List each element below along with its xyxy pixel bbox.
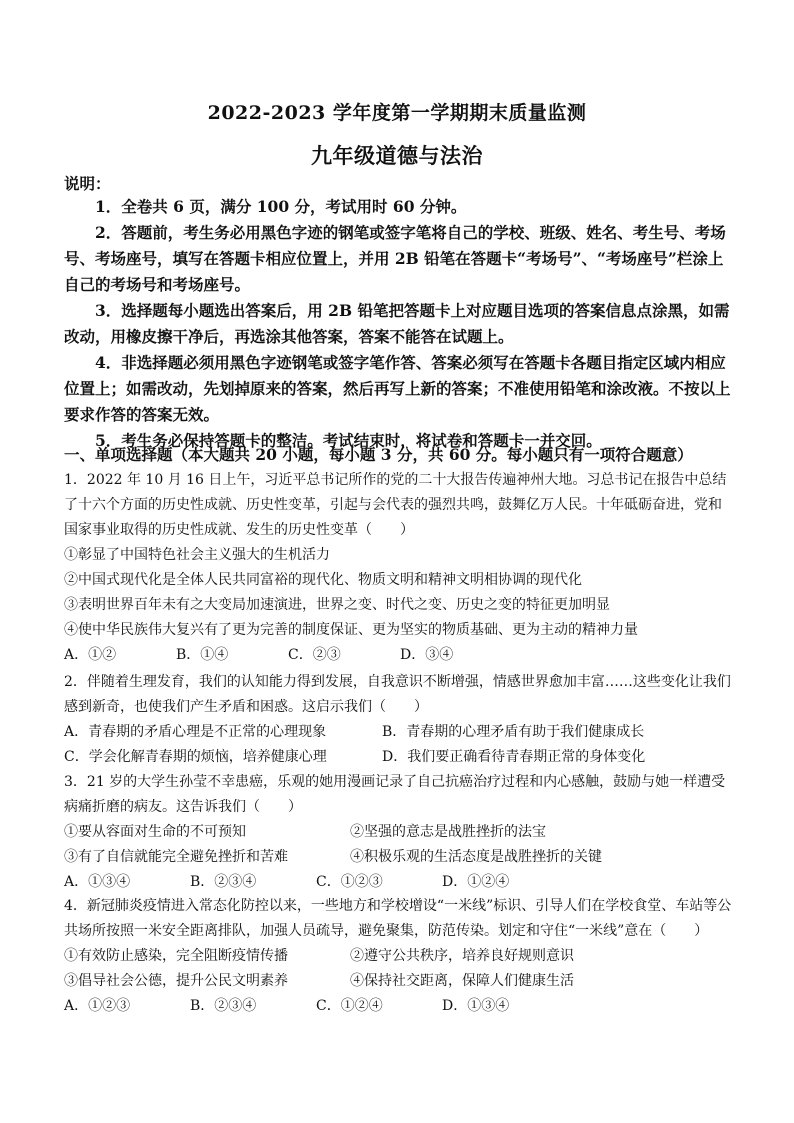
option-c: C．学会化解青春期的烦恼，培养健康心理 (64, 749, 327, 765)
statement-item: ①有效防止感染，完全阻断疫情传播 (64, 948, 288, 964)
option-b: B．①④ (176, 647, 229, 663)
instructions-heading: 说明： (64, 174, 111, 193)
statement-item: ②遵守公共秩序，培养良好规则意识 (350, 948, 574, 964)
question-1 (64, 468, 732, 668)
option-a: A．①②③ (64, 998, 131, 1014)
instruction-item: 5．考生务必保持答题卡的整洁。考试结束时，将试卷和答题卡一并交回。 (95, 431, 602, 450)
statement-item: ②中国式现代化是全体人民共同富裕的现代化、物质文明和精神文明相协调的现代化 (64, 572, 582, 588)
answer-options (64, 994, 732, 1019)
option-b: B．②③④ (190, 874, 257, 890)
answer-options (64, 643, 732, 668)
answer-options (64, 720, 732, 745)
option-d: D．③④ (400, 647, 454, 663)
question-3 (64, 770, 732, 895)
question-4 (64, 894, 732, 1019)
option-a: A．①③④ (64, 874, 131, 890)
instruction-item: 1．全卷共 6 页，满分 100 分，考试用时 60 分钟。 (95, 197, 467, 216)
statement-item: ④保持社交距离，保障人们健康生活 (350, 973, 574, 989)
statement-item: ①彰显了中国特色社会主义强大的生机活力 (64, 547, 330, 563)
section-title: 一、单项选择题（本大题共 20 小题，每小题 3 分，共 60 分。每小题只有一项符合题意） (64, 445, 693, 464)
statement-row (64, 820, 732, 845)
option-c: C．①②③ (316, 874, 383, 890)
option-d: D．①③④ (442, 998, 510, 1014)
answer-options (64, 870, 732, 895)
question-stem: 3．21 岁的大学生孙莹不幸患癌，乐观的她用漫画记录了自己抗癌治疗过程和内心感触，鼓励与她一样遭受病痛折磨的病友。这告诉我们（ ） (64, 774, 726, 815)
option-b: B．青春期的心理矛盾有助于我们健康成长 (382, 724, 645, 740)
exam-subtitle: 九年级道德与法治 (311, 143, 483, 168)
option-d: D．我们要正确看待青春期正常的身体变化 (382, 749, 646, 765)
instruction-item: 4．非选择题必须用黑色字迹钢笔或签字笔作答、答案必须写在答题卡各题目指定区域内相应位置上；如需改动，先划掉原来的答案，然后再写上新的答案；不准使用铅笔和涂改液。不按以上要求作答的答案无效。 (64, 353, 731, 424)
question-stem: 1．2022 年 10 月 16 日上午，习近平总书记所作的党的二十大报告传遍神州大地。习总书记在报告中总结了十六个方面的历史性成就、历史性变革，引起与会代表的强烈共鸣，鼓舞亿万人民。十年砥砺奋进，党和国家事业取得的历史性成就、发生的历史性变革（ ） (64, 472, 727, 538)
answer-options (64, 745, 732, 770)
option-c: C．①②④ (316, 998, 383, 1014)
option-a: A．青春期的矛盾心理是不正常的心理现象 (64, 724, 327, 740)
instruction-item: 2．答题前，考生务必用黑色字迹的钢笔或签字笔将自己的学校、班级、姓名、考生号、考场号、考场座号，填写在答题卡相应位置上，并用 2B 铅笔在答题卡“考场号”、“考场座号”栏涂上自己的考场号和考场座号。 (64, 223, 726, 294)
statement-row (64, 845, 732, 870)
statement-item: ④使中华民族伟大复兴有了更为完善的制度保证、更为坚实的物质基础、更为主动的精神力量 (64, 622, 638, 638)
statement-item: ③倡导社会公德，提升公民文明素养 (64, 973, 288, 989)
option-d: D．①②④ (442, 874, 510, 890)
instruction-item: 3．选择题每小题选出答案后，用 2B 铅笔把答题卡上对应题目选项的答案信息点涂黑，如需改动，用橡皮擦干净后，再选涂其他答案，答案不能答在试题上。 (64, 301, 730, 346)
question-2 (64, 670, 732, 770)
option-a: A．①② (64, 647, 117, 663)
instructions (64, 194, 732, 454)
question-stem: 4．新冠肺炎疫情进入常态化防控以来，一些地方和学校增设“一米线”标识、引导人们在学校食堂、车站等公共场所按照一米安全距离排队，加强人员疏导，避免聚集，防范传染。划定和守住“一米线”意在（ ） (64, 898, 732, 939)
statement-row (64, 944, 732, 969)
statement-item: ①要从容面对生命的不可预知 (64, 824, 246, 840)
exam-title: 2022-2023 学年度第一学期期末质量监测 (207, 102, 587, 124)
option-b: B．②③④ (190, 998, 257, 1014)
option-c: C．②③ (288, 647, 341, 663)
statement-item: ②坚强的意志是战胜挫折的法宝 (350, 824, 546, 840)
statement-row (64, 969, 732, 994)
question-stem: 2．伴随着生理发育，我们的认知能力得到发展，自我意识不断增强，情感世界愈加丰富……这些变化让我们感到新奇，也使我们产生矛盾和困惑。这启示我们（ ） (64, 674, 731, 715)
statement-item: ④积极乐观的生活态度是战胜挫折的关键 (350, 849, 602, 865)
statement-item: ③有了自信就能完全避免挫折和苦难 (64, 849, 288, 865)
statement-item: ③表明世界百年未有之大变局加速演进，世界之变、时代之变、历史之变的特征更加明显 (64, 597, 610, 613)
